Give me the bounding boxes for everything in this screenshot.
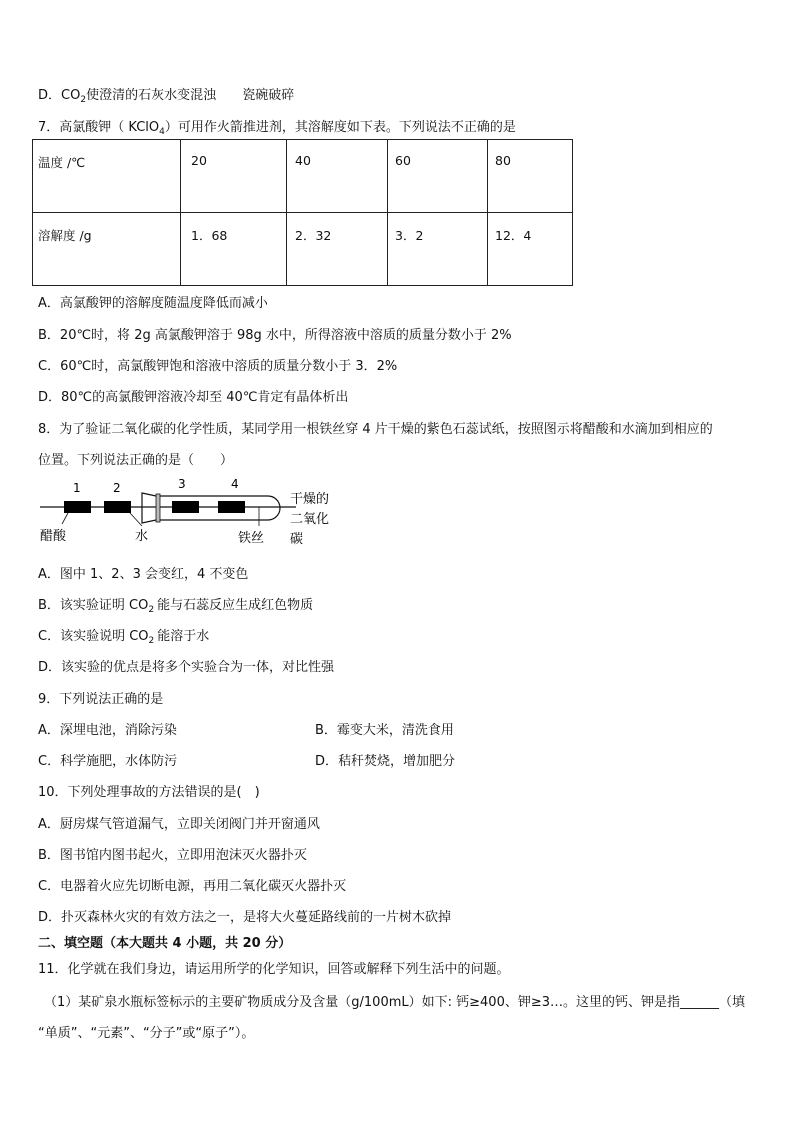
q8-option-b: B．该实验证明 $CO_2$ 能与石蕊反应生成红色物质 <box>38 598 314 615</box>
table-cell: 3．2 <box>388 213 488 286</box>
q11-part1-line1: （1）某矿泉水瓶标签标示的主要矿物质成分及含量（g/100mL）如下: 钙≥400、钾≥3…。这里的钙、钾是指______（填 <box>44 995 746 1010</box>
table-row <box>33 140 573 213</box>
table-cell: 20 <box>181 140 287 213</box>
litmus-paper-2 <box>104 501 131 513</box>
q10-stem: 10．下列处理事故的方法错误的是( ) <box>38 785 260 800</box>
q6-option-d: D．$CO_2$使澄清的石灰水变混浊 瓷碗破碎 <box>38 88 295 105</box>
litmus-experiment-diagram <box>38 476 398 556</box>
table-cell: 1．68 <box>181 213 287 286</box>
q8-stem-line1: 8．为了验证二氧化碳的化学性质，某同学用一根铁丝穿 4 片干燥的紫色石蕊试纸，按照图示将醋酸和水滴加到相应的 <box>38 422 713 437</box>
q8-option-d: D．该实验的优点是将多个实验合为一体，对比性强 <box>38 660 335 675</box>
table-cell: 12．4 <box>488 213 573 286</box>
label-acetic-acid: 醋酸 <box>40 529 67 544</box>
q7-option-d: D．80℃的高氯酸钾溶液冷却至 40℃肯定有晶体析出 <box>38 390 349 405</box>
label-iron-wire: 铁丝 <box>238 531 265 546</box>
label-2: 2 <box>113 481 121 495</box>
label-dry-co2-line2: 二氧化 <box>290 512 330 527</box>
section-title: 二、填空题（本大题共 4 小题，共 20 分） <box>38 936 292 951</box>
label-dry-co2-line3: 碳 <box>290 532 304 547</box>
q6-option-d-right: 瓷碗破碎 <box>242 88 295 103</box>
q11-part1-line2: “单质”、“元素”、“分子”或“原子”）。 <box>38 1026 255 1041</box>
litmus-paper-3 <box>172 501 199 513</box>
table-cell: 60 <box>388 140 488 213</box>
q9-option-b: B．霉变大米，清洗食用 <box>315 723 454 738</box>
q7-option-a: A．高氯酸钾的溶解度随温度降低而减小 <box>38 296 268 311</box>
q11-stem: 11．化学就在我们身边，请运用所学的化学知识，回答或解释下列生活中的问题。 <box>38 962 510 977</box>
q7-option-b: B．20℃时，将 2g 高氯酸钾溶于 98g 水中，所得溶液中溶质的质量分数小于 2% <box>38 328 512 343</box>
solubility-table <box>32 139 573 286</box>
table-cell: 温度 /℃ <box>33 140 181 213</box>
label-3: 3 <box>178 477 186 491</box>
q7-stem: 7．高氯酸钾（ KClO$_4$）可用作火箭推进剂，其溶解度如下表。下列说法不正确的是 <box>38 120 516 137</box>
q9-stem: 9．下列说法正确的是 <box>38 692 164 707</box>
q7-option-c: C．60℃时，高氯酸钾饱和溶液中溶质的质量分数小于 3．2% <box>38 359 398 374</box>
q8-option-a: A．图中 1、2、3 会变红，4 不变色 <box>38 567 249 582</box>
stopper <box>156 494 160 522</box>
label-water: 水 <box>135 529 149 544</box>
q9-option-c: C．科学施肥，水体防污 <box>38 754 178 769</box>
q9-option-d: D．秸秆焚烧，增加肥分 <box>315 754 456 769</box>
q8-option-c: C．该实验说明 $CO_2$ 能溶于水 <box>38 629 210 646</box>
table-cell: 80 <box>488 140 573 213</box>
table-cell: 溶解度 /g <box>33 213 181 286</box>
label-dry-co2-line1: 干燥的 <box>290 492 330 507</box>
table-cell: 40 <box>287 140 388 213</box>
litmus-paper-4 <box>218 501 245 513</box>
q9-option-a: A．深埋电池，消除污染 <box>38 723 177 738</box>
q8-stem-line2: 位置。下列说法正确的是（ ） <box>38 453 234 468</box>
litmus-paper-1 <box>64 501 91 513</box>
q10-option-b: B．图书馆内图书起火，立即用泡沫灭火器扑灭 <box>38 848 307 863</box>
q10-option-c: C．电器着火应先切断电源，再用二氧化碳灭火器扑灭 <box>38 879 347 894</box>
q10-option-a: A．厨房煤气管道漏气，立即关闭阀门并开窗通风 <box>38 817 320 832</box>
label-4: 4 <box>231 477 239 491</box>
table-cell: 2．32 <box>287 213 388 286</box>
q10-option-d: D．扑灭森林火灾的有效方法之一，是将大火蔓延路线前的一片树木砍掉 <box>38 910 452 925</box>
table-row <box>33 213 573 286</box>
label-1: 1 <box>73 481 81 495</box>
